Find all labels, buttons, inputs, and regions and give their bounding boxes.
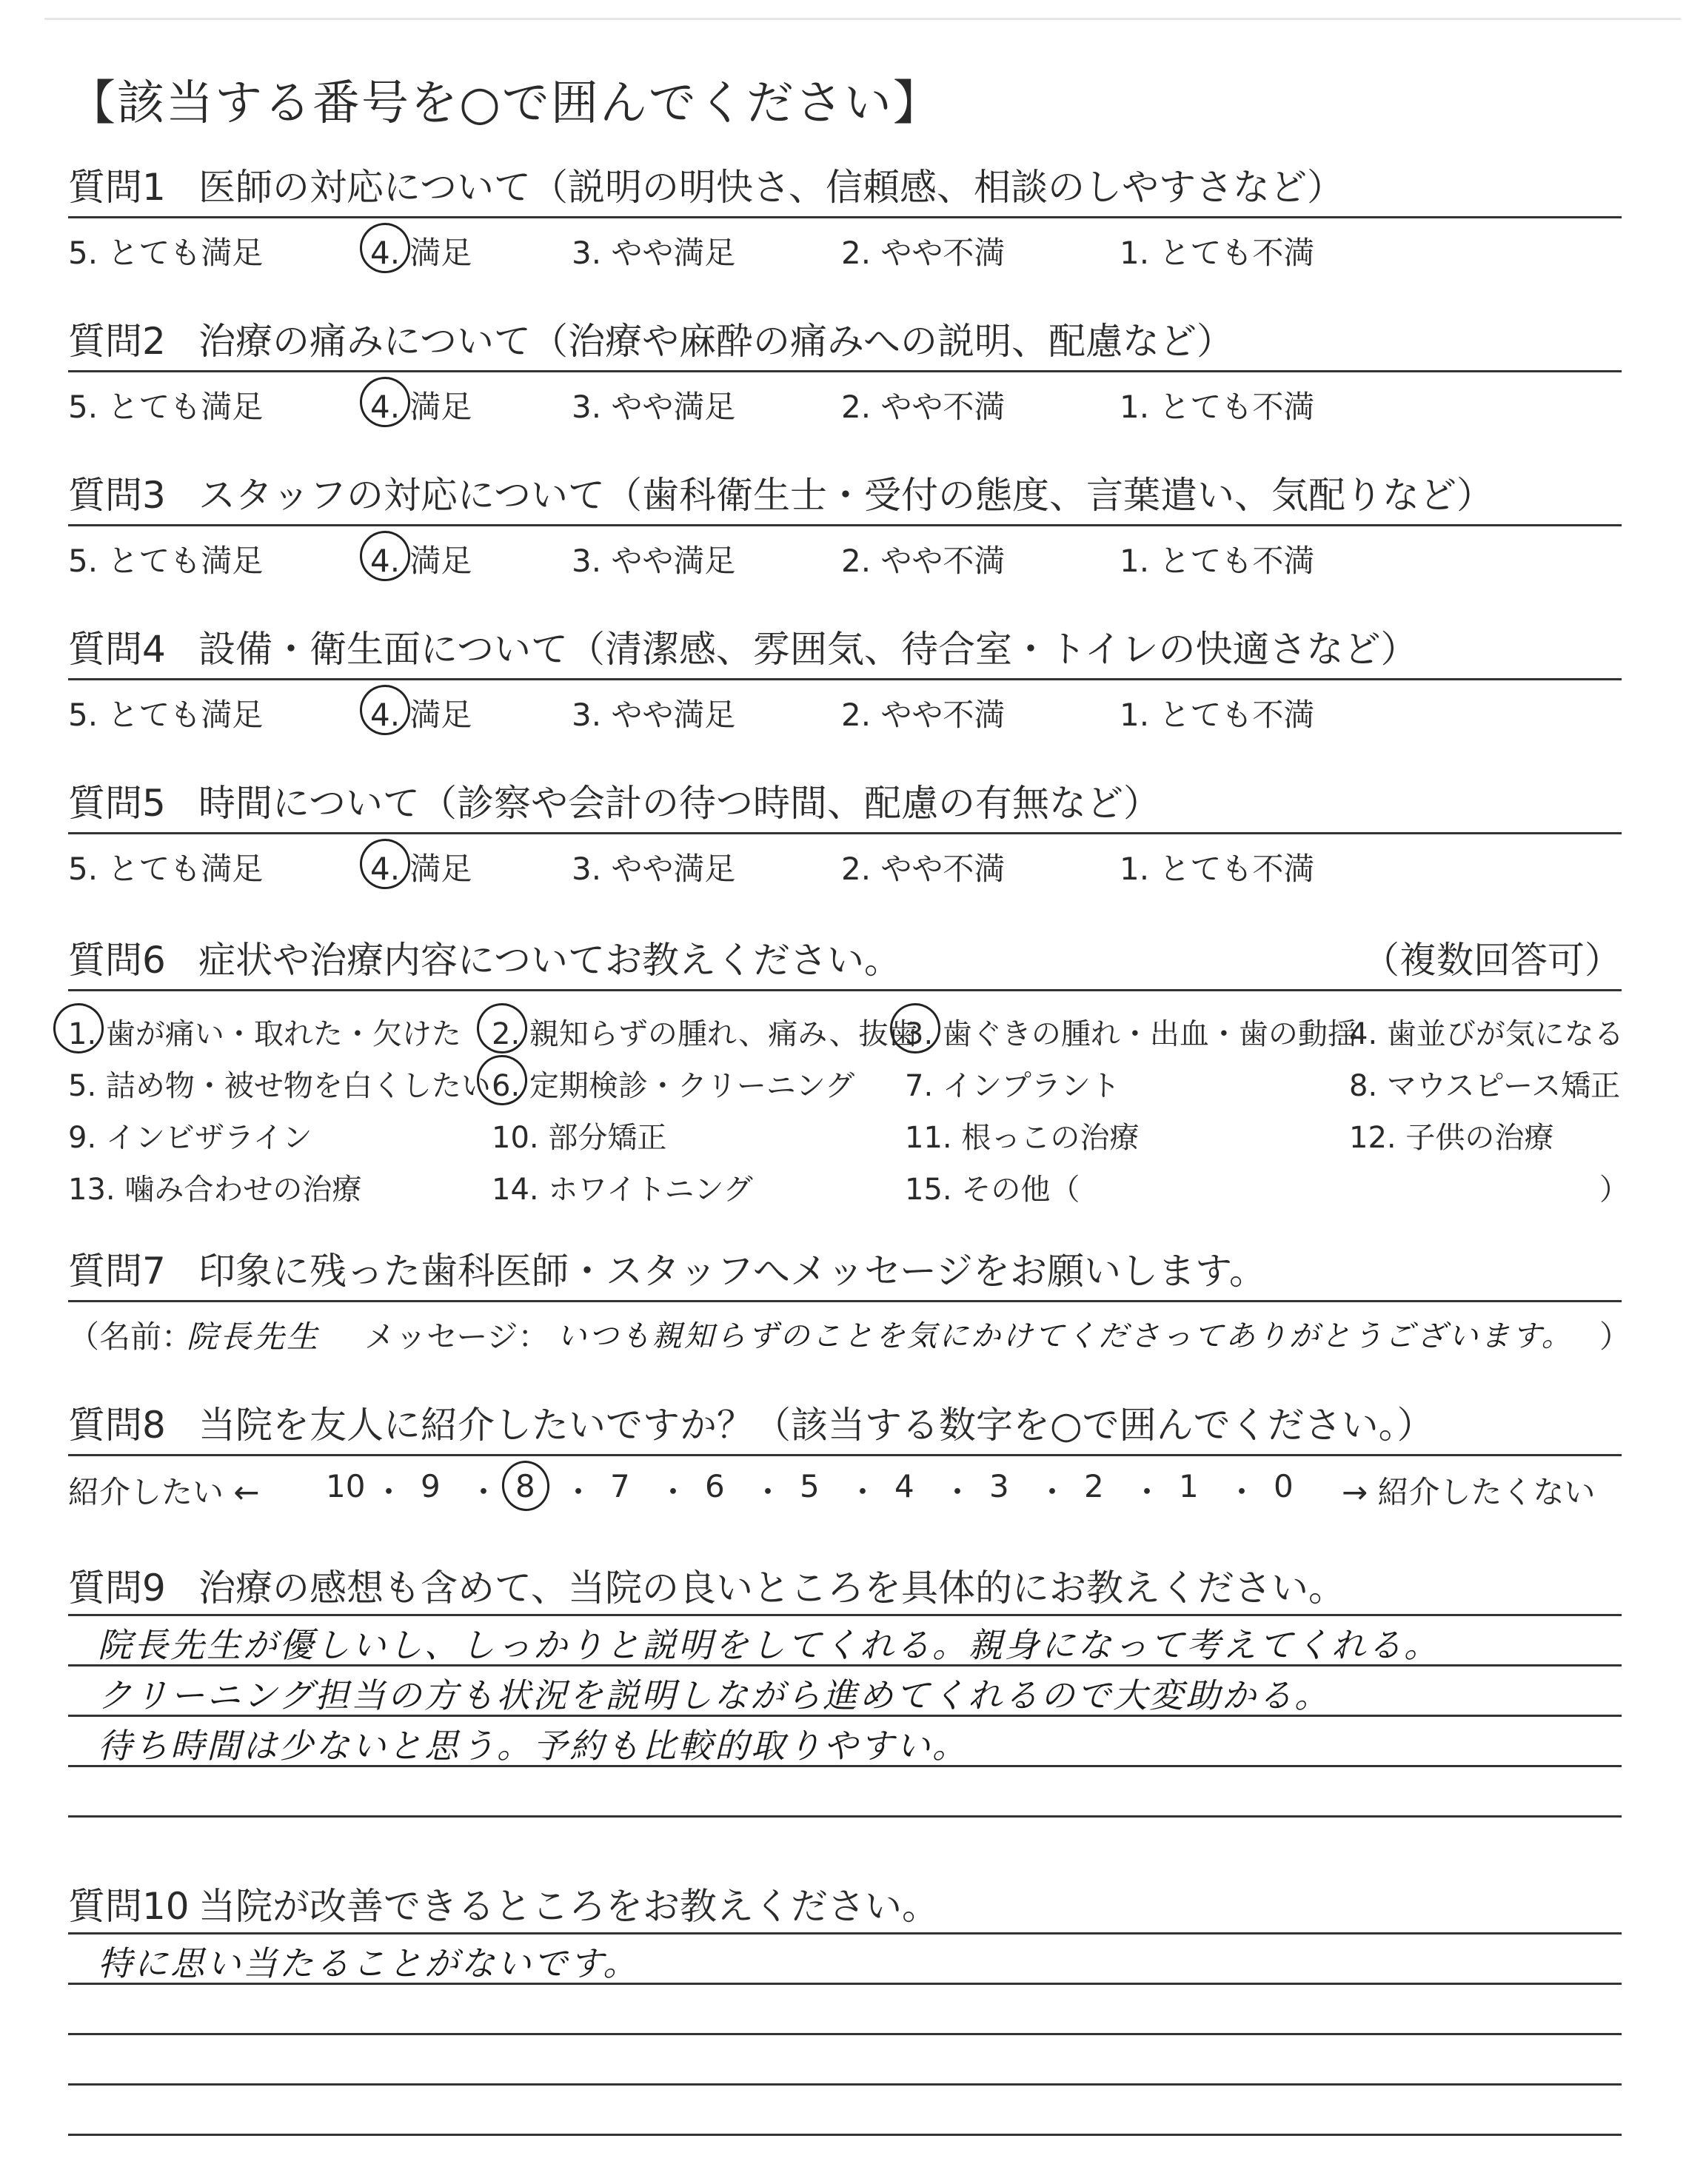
symptom-option[interactable]: 10. 部分矯正 bbox=[492, 1121, 667, 1155]
question-text: 設備・衛生面について（清潔感、雰囲気、待合室・トイレの快適さなど） bbox=[198, 628, 1418, 671]
question-text: 当院が改善できるところをお教えください。 bbox=[198, 1885, 939, 1928]
question-9 bbox=[68, 1562, 1622, 1866]
scale-separator: ・ bbox=[658, 1474, 689, 1510]
scale-value[interactable]: 5 bbox=[800, 1468, 820, 1504]
rating-option[interactable]: 2. やや不満 bbox=[841, 235, 1006, 271]
symptom-option[interactable]: 12. 子供の治療 bbox=[1349, 1121, 1554, 1155]
message-label: メッセージ： bbox=[364, 1319, 549, 1355]
answer-lines bbox=[68, 1932, 1622, 2184]
selected-scale-circle bbox=[499, 1458, 553, 1514]
writing-line bbox=[68, 2083, 1622, 2086]
rating-option[interactable]: 2. やや不満 bbox=[841, 543, 1006, 579]
scale-value[interactable]: 10 bbox=[326, 1468, 366, 1504]
name-value[interactable]: 院長先生 bbox=[187, 1319, 321, 1355]
question-6 bbox=[68, 934, 1629, 1207]
symptom-option[interactable]: 15. その他（ bbox=[905, 1173, 1080, 1207]
question-6-title bbox=[68, 934, 1622, 986]
question-text: 症状や治療内容についてお教えください。 bbox=[198, 939, 901, 982]
rating-options bbox=[68, 372, 1622, 432]
symptom-option[interactable]: 11. 根っこの治療 bbox=[905, 1121, 1140, 1155]
scale-value[interactable]: 8 bbox=[515, 1468, 535, 1504]
rating-options bbox=[68, 680, 1622, 740]
question-number: 質問5 bbox=[68, 782, 166, 825]
question-7-title bbox=[68, 1245, 1622, 1297]
rating-option[interactable]: 4. 満足 bbox=[370, 697, 472, 733]
rating-option[interactable]: 3. やや満足 bbox=[572, 851, 736, 887]
scale-separator: ・ bbox=[1131, 1474, 1163, 1510]
scale-left-label: 紹介したい ← bbox=[68, 1474, 260, 1510]
message-value[interactable]: いつも親知らずのことを気にかけてくださってありがとうございます。 bbox=[557, 1319, 1573, 1353]
rating-option[interactable]: 2. やや不満 bbox=[841, 851, 1006, 887]
message-close-paren: ） bbox=[1599, 1319, 1631, 1355]
scale-separator: ・ bbox=[373, 1474, 405, 1510]
symptom-option[interactable]: 5. 詰め物・被せ物を白くしたい bbox=[68, 1069, 491, 1103]
question-4-title bbox=[68, 623, 1622, 675]
rating-option[interactable]: 1. とても不満 bbox=[1120, 697, 1315, 733]
question-5 bbox=[68, 777, 1622, 894]
question-number: 質問8 bbox=[68, 1404, 166, 1447]
question-2-title bbox=[68, 315, 1622, 367]
question-text: 時間について（診察や会計の待つ時間、配慮の有無など） bbox=[198, 782, 1160, 825]
question-number: 質問6 bbox=[68, 939, 166, 982]
question-number: 質問2 bbox=[68, 320, 166, 363]
question-3-title bbox=[68, 469, 1622, 521]
answer-lines bbox=[68, 1614, 1622, 1866]
question-3 bbox=[68, 469, 1622, 586]
scale-value[interactable]: 3 bbox=[989, 1468, 1009, 1504]
question-number: 質問3 bbox=[68, 474, 166, 517]
rating-option[interactable]: 1. とても不満 bbox=[1120, 543, 1315, 579]
question-text: スタッフの対応について（歯科衛生士・受付の態度、言葉遣い、気配りなど） bbox=[198, 474, 1493, 517]
question-4 bbox=[68, 623, 1622, 740]
scale-separator: ・ bbox=[468, 1474, 500, 1510]
rating-option[interactable]: 4. 満足 bbox=[370, 851, 472, 887]
rating-option[interactable]: 2. やや不満 bbox=[841, 697, 1006, 733]
symptom-options-grid bbox=[68, 991, 1629, 1207]
scale-value[interactable]: 2 bbox=[1084, 1468, 1104, 1504]
question-10-title bbox=[68, 1880, 1622, 1932]
scale-value[interactable]: 4 bbox=[894, 1468, 914, 1504]
recommend-scale bbox=[68, 1456, 1622, 1513]
scale-value[interactable]: 1 bbox=[1179, 1468, 1199, 1504]
question-number: 質問1 bbox=[68, 166, 166, 209]
message-row bbox=[68, 1302, 1631, 1356]
scale-separator: ・ bbox=[752, 1474, 784, 1510]
symptom-option[interactable]: 13. 噛み合わせの治療 bbox=[68, 1173, 362, 1207]
scale-separator: ・ bbox=[563, 1474, 595, 1510]
symptom-option[interactable]: 7. インプラント bbox=[905, 1069, 1120, 1103]
scale-value[interactable]: 0 bbox=[1274, 1468, 1294, 1504]
writing-line bbox=[68, 1614, 1622, 1616]
handwritten-answer[interactable]: 待ち時間は少ないと思う。予約も比較的取りやすい。 bbox=[98, 1726, 969, 1766]
rating-option[interactable]: 4. 満足 bbox=[370, 235, 472, 271]
question-text: 当院を友人に紹介したいですか？（該当する数字を○で囲んでください。） bbox=[198, 1404, 1434, 1447]
form-heading: 【該当する番号を○で囲んでください】 bbox=[68, 76, 942, 131]
rating-option[interactable]: 3. やや満足 bbox=[572, 697, 736, 733]
rating-option[interactable]: 3. やや満足 bbox=[572, 389, 736, 425]
question-number: 質問4 bbox=[68, 628, 166, 671]
symptom-option[interactable]: 3. 歯ぐきの腫れ・出血・歯の動揺 bbox=[905, 1017, 1357, 1051]
writing-line bbox=[68, 1932, 1622, 1935]
rating-option[interactable]: 3. やや満足 bbox=[572, 235, 736, 271]
scale-value[interactable]: 6 bbox=[705, 1468, 725, 1504]
scale-value[interactable]: 7 bbox=[610, 1468, 630, 1504]
question-text: 治療の感想も含めて、当院の良いところを具体的にお教えください。 bbox=[198, 1567, 1345, 1609]
rating-option[interactable]: 2. やや不満 bbox=[841, 389, 1006, 425]
question-text: 医師の対応について（説明の明快さ、信頼感、相談のしやすさなど） bbox=[198, 166, 1344, 209]
symptom-option[interactable]: 9. インビザライン bbox=[68, 1121, 312, 1155]
rating-options bbox=[68, 526, 1622, 586]
scale-right-label: → 紹介したくない bbox=[1342, 1474, 1596, 1510]
writing-line bbox=[68, 1815, 1622, 1818]
writing-line bbox=[68, 2033, 1622, 2035]
question-8-title bbox=[68, 1399, 1622, 1451]
question-5-title bbox=[68, 777, 1622, 829]
handwritten-answer[interactable]: 特に思い当たることがないです。 bbox=[98, 1943, 640, 1983]
question-text: 治療の痛みについて（治療や麻酔の痛みへの説明、配慮など） bbox=[198, 320, 1234, 363]
scale-value[interactable]: 9 bbox=[421, 1468, 441, 1504]
multiple-answers-note: （複数回答可） bbox=[1362, 939, 1622, 982]
symptom-option[interactable]: 4. 歯並びが気になる bbox=[1349, 1017, 1624, 1051]
symptom-option[interactable]: 1. 歯が痛い・取れた・欠けた bbox=[68, 1017, 461, 1051]
scale-separator: ・ bbox=[1226, 1474, 1258, 1510]
question-number: 質問7 bbox=[68, 1250, 166, 1293]
rating-option[interactable]: 1. とても不満 bbox=[1120, 235, 1315, 271]
question-1-title bbox=[68, 161, 1622, 213]
writing-line bbox=[68, 2134, 1622, 2136]
rating-option[interactable]: 5. とても満足 bbox=[68, 235, 264, 271]
question-10 bbox=[68, 1880, 1622, 2184]
symptom-option[interactable]: 14. ホワイトニング bbox=[492, 1173, 753, 1207]
question-text: 印象に残った歯科医師・スタッフへメッセージをお願いします。 bbox=[198, 1250, 1266, 1293]
rating-option[interactable]: 3. やや満足 bbox=[572, 543, 736, 579]
question-number: 質問9 bbox=[68, 1567, 166, 1609]
question-9-title bbox=[68, 1562, 1622, 1614]
rating-option[interactable]: 4. 満足 bbox=[370, 389, 472, 425]
question-7 bbox=[68, 1245, 1631, 1356]
rating-options bbox=[68, 834, 1622, 894]
scale-separator: ・ bbox=[942, 1474, 974, 1510]
question-1 bbox=[68, 161, 1622, 278]
scale-separator: ・ bbox=[1037, 1474, 1068, 1510]
rating-option[interactable]: 5. とても満足 bbox=[68, 851, 264, 887]
rating-option[interactable]: 1. とても不満 bbox=[1120, 851, 1315, 887]
question-8 bbox=[68, 1399, 1622, 1513]
rating-option[interactable]: 4. 満足 bbox=[370, 543, 472, 579]
rating-options bbox=[68, 218, 1622, 278]
rating-option[interactable]: 5. とても満足 bbox=[68, 543, 264, 579]
symptom-option[interactable]: 8. マウスピース矯正 bbox=[1349, 1069, 1621, 1103]
scale-separator: ・ bbox=[847, 1474, 879, 1510]
name-label: （名前： bbox=[68, 1319, 193, 1355]
symptom-option[interactable]: ） bbox=[1599, 1173, 1629, 1207]
top-border bbox=[44, 18, 1681, 20]
question-2 bbox=[68, 315, 1622, 432]
rating-option[interactable]: 5. とても満足 bbox=[68, 697, 264, 733]
symptom-option[interactable]: 6. 定期検診・クリーニング bbox=[492, 1069, 855, 1103]
rating-option[interactable]: 5. とても満足 bbox=[68, 389, 264, 425]
handwritten-answer[interactable]: クリーニング担当の方も状況を説明しながら進めてくれるので大変助かる。 bbox=[98, 1675, 1331, 1715]
question-number: 質問10 bbox=[68, 1885, 190, 1928]
symptom-option[interactable]: 2. 親知らずの腫れ、痛み、抜歯 bbox=[492, 1017, 918, 1051]
rating-option[interactable]: 1. とても不満 bbox=[1120, 389, 1315, 425]
handwritten-answer[interactable]: 院長先生が優しいし、しっかりと説明をしてくれる。親身になって考えてくれる。 bbox=[98, 1625, 1440, 1665]
